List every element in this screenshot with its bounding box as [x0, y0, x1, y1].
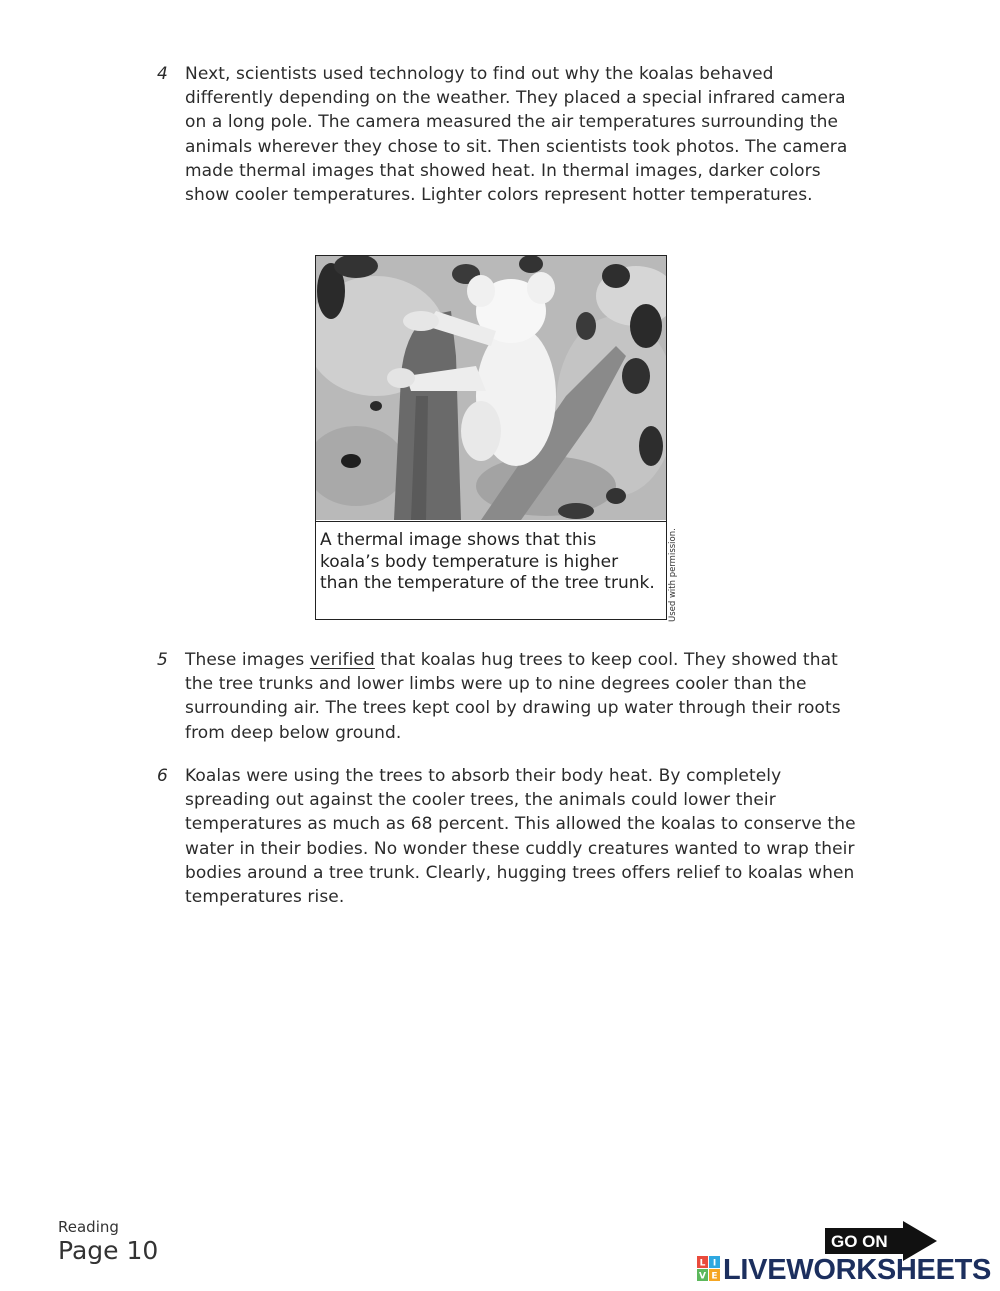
- figure-caption: A thermal image shows that this koala’s body temperature is higher than the temperature of the tree trunk.: [320, 530, 655, 593]
- paragraph-text-start: These images: [185, 650, 310, 670]
- page-number: Page 10: [58, 1236, 159, 1265]
- paragraph-text: Koalas were using the trees to absorb their body heat. By completely spreading out against the cooler trees, the animals could lower their temperatures as much as 68 percent. This allowed the koalas to conserve the water in their bodies. No wonder these cuddly creatures wanted to wrap their bodies around a tree trunk. Clearly, hugging trees offers relief to koalas when temperatures rise.: [185, 766, 856, 908]
- vocabulary-word: verified: [309, 650, 375, 670]
- paragraph-4: [157, 62, 857, 207]
- svg-text:E: E: [711, 1271, 718, 1282]
- koala-thermal-photo: [316, 256, 666, 520]
- liveworksheets-wordmark: LIVEWORKSHEETS: [723, 1254, 992, 1286]
- liveworksheets-icon: [697, 1256, 721, 1282]
- svg-text:I: I: [712, 1258, 717, 1269]
- paragraph-6: [157, 764, 857, 909]
- go-on-label: GO ON: [831, 1232, 888, 1251]
- caption-box: [316, 521, 666, 619]
- paragraph-text: [185, 648, 857, 745]
- paragraph-5: [157, 648, 857, 745]
- paragraph-number: 5: [157, 650, 168, 670]
- footer-section-label: Reading: [58, 1218, 119, 1236]
- photo-credit-text: Used with permission.: [668, 528, 678, 622]
- svg-text:V: V: [699, 1271, 706, 1282]
- paragraph-text: Next, scientists used technology to find out why the koalas behaved differently depending on the weather. They placed a special infrared camera on a long pole. The camera measured the air temperatures surrounding the animals wherever they chose to sit. Then scientists took photos. The camera made thermal images that showed heat. In thermal images, darker colors show cooler temperatures. Lighter colors represent hotter temperatures.: [185, 64, 848, 206]
- paragraph-text-end: that koalas hug trees to keep cool. They showed that the tree trunks and lower limbs were up to nine degrees cooler than the surrounding air. The trees kept cool by drawing up water through their roots from deep below ground.: [185, 650, 841, 743]
- photo-credit: [663, 512, 683, 622]
- svg-text:L: L: [699, 1258, 706, 1269]
- paragraph-number: 6: [157, 766, 168, 786]
- paragraph-number: 4: [157, 64, 168, 84]
- thermal-image-figure: [315, 255, 667, 620]
